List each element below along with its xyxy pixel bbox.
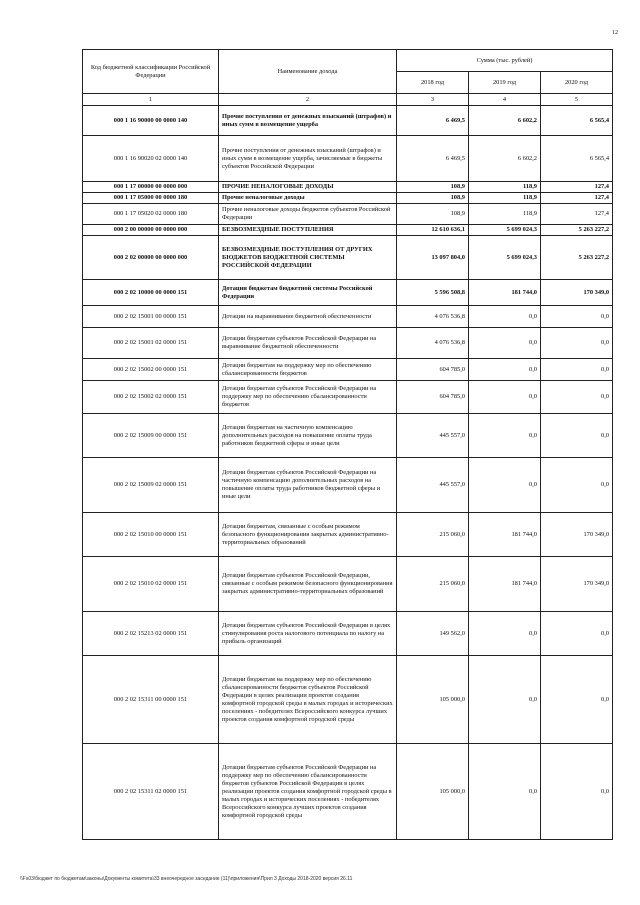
cell-2018: 149 562,0	[397, 612, 469, 656]
cell-2019: 6 602,2	[469, 106, 541, 136]
cell-code: 000 2 00 00000 00 0000 000	[83, 225, 219, 236]
cell-2018: 6 469,5	[397, 136, 469, 182]
cell-2020: 0,0	[541, 306, 613, 328]
cell-code: 000 1 17 05000 00 0000 180	[83, 193, 219, 204]
table-row	[83, 236, 613, 280]
table-row	[83, 182, 613, 193]
cell-2020: 0,0	[541, 612, 613, 656]
cell-2018: 445 557,0	[397, 458, 469, 513]
cell-2018: 215 060,0	[397, 557, 469, 612]
cell-2019: 118,9	[469, 193, 541, 204]
cell-2020: 6 565,4	[541, 106, 613, 136]
cell-2018: 215 060,0	[397, 513, 469, 557]
table-row	[83, 557, 613, 612]
cell-name: Дотации бюджетам бюджетной системы Российской Федерации	[219, 280, 397, 306]
cell-2019: 0,0	[469, 359, 541, 381]
table-row	[83, 513, 613, 557]
cell-name: Дотации бюджетам субъектов Российской Федерации на частичную компенсацию дополнительных расходов на повышение оплаты труда работников бюджетной сферы и иные цели	[219, 458, 397, 513]
cell-name: Прочие поступления от денежных взысканий (штрафов) и иных сумм в возмещение ущерба	[219, 106, 397, 136]
cell-name: Дотации бюджетам субъектов Российской Федерации на поддержку мер по обеспечению сбалансированности бюджетов	[219, 381, 397, 414]
cell-2018: 105 000,0	[397, 744, 469, 840]
table-row	[83, 656, 613, 744]
table-row	[83, 328, 613, 359]
cell-code: 000 2 02 10000 00 0000 151	[83, 280, 219, 306]
table-row	[83, 193, 613, 204]
cell-name: ПРОЧИЕ НЕНАЛОГОВЫЕ ДОХОДЫ	[219, 182, 397, 193]
cell-name: Дотации на выравнивание бюджетной обеспеченности	[219, 306, 397, 328]
cell-2019: 0,0	[469, 414, 541, 458]
table-row	[83, 204, 613, 225]
cell-name: Дотации бюджетам на поддержку мер по обеспечению сбалансированности бюджетов субъектов Российской Федерации в целях реализации проектов создания комфортной городской среды в малых городах и исторических поселениях - победителях Всероссийского конкурса лучших проектов создания комфортной городской среды	[219, 656, 397, 744]
cell-2019: 0,0	[469, 656, 541, 744]
income-table	[82, 49, 613, 840]
cell-name: Дотации бюджетам субъектов Российской Федерации на поддержку мер по обеспечению сбалансированности бюджетов субъектов Российской Федерации в целях реализации проектов создания комфортной городской среды в малых городах и исторических поселениях - победителях Всероссийского конкурса лучших проектов создания комфортной городской среды	[219, 744, 397, 840]
cell-2020: 0,0	[541, 328, 613, 359]
cell-name: Дотации бюджетам, связанные с особым режимом безопасного функционирования закрытых административно-территориальных образований	[219, 513, 397, 557]
cell-2019: 5 699 024,3	[469, 225, 541, 236]
header-name: Наименование дохода	[219, 50, 397, 94]
cell-2018: 108,9	[397, 182, 469, 193]
cell-2020: 5 263 227,2	[541, 236, 613, 280]
cell-2019: 5 699 024,3	[469, 236, 541, 280]
cell-code: 000 2 02 15311 02 0000 151	[83, 744, 219, 840]
cell-name: Прочие неналоговые доходы бюджетов субъектов Российской Федерации	[219, 204, 397, 225]
table-row	[83, 381, 613, 414]
cell-code: 000 2 02 15001 02 0000 151	[83, 328, 219, 359]
cell-code: 000 2 02 15009 02 0000 151	[83, 458, 219, 513]
cell-code: 000 2 02 15009 00 0000 151	[83, 414, 219, 458]
header-sum: Сумма (тыс. рублей)	[397, 50, 613, 72]
cell-code: 000 1 16 90000 00 0000 140	[83, 106, 219, 136]
cell-code: 000 2 02 15002 00 0000 151	[83, 359, 219, 381]
cell-2020: 0,0	[541, 656, 613, 744]
table-row	[83, 414, 613, 458]
cell-2019: 0,0	[469, 612, 541, 656]
table-row	[83, 225, 613, 236]
cell-2020: 5 263 227,2	[541, 225, 613, 236]
header-year-2018: 2018 год	[397, 72, 469, 94]
header-index-3: 3	[397, 94, 469, 106]
table-row	[83, 136, 613, 182]
cell-2019: 118,9	[469, 182, 541, 193]
table-row	[83, 359, 613, 381]
cell-2018: 604 785,0	[397, 359, 469, 381]
cell-name: Дотации бюджетам субъектов Российской Федерации, связанные с особым режимом безопасного функционирования закрытых административно-территориальных образований	[219, 557, 397, 612]
cell-2020: 170 349,0	[541, 280, 613, 306]
cell-code: 000 2 02 15213 02 0000 151	[83, 612, 219, 656]
cell-2018: 4 076 536,8	[397, 328, 469, 359]
cell-2019: 0,0	[469, 306, 541, 328]
cell-name: Дотации бюджетам субъектов Российской Федерации на выравнивание бюджетной обеспеченности	[219, 328, 397, 359]
cell-2018: 105 000,0	[397, 656, 469, 744]
cell-name: Прочие неналоговые доходы	[219, 193, 397, 204]
cell-2019: 0,0	[469, 458, 541, 513]
table-row	[83, 106, 613, 136]
cell-code: 000 2 02 15010 00 0000 151	[83, 513, 219, 557]
cell-2020: 127,4	[541, 193, 613, 204]
cell-2019: 0,0	[469, 328, 541, 359]
header-year-2020: 2020 год	[541, 72, 613, 94]
cell-code: 000 2 02 15002 02 0000 151	[83, 381, 219, 414]
header-index-5: 5	[541, 94, 613, 106]
table-row	[83, 280, 613, 306]
header-index-2: 2	[219, 94, 397, 106]
cell-2020: 0,0	[541, 414, 613, 458]
table-row	[83, 306, 613, 328]
cell-2018: 108,9	[397, 193, 469, 204]
page-number: 12	[612, 30, 618, 36]
table-row	[83, 458, 613, 513]
cell-2020: 170 349,0	[541, 557, 613, 612]
cell-code: 000 1 17 05020 02 0000 180	[83, 204, 219, 225]
cell-2019: 0,0	[469, 381, 541, 414]
table-row	[83, 744, 613, 840]
header-index-1: 1	[83, 94, 219, 106]
cell-code: 000 1 17 00000 00 0000 000	[83, 182, 219, 193]
file-path-footer: \\Fs03\бюджет по бюджетам\законы\Документы комитета\33 внеочередное заседание (11)\приложения\Прил 3 Доходы 2018-2020 версия 26.11	[20, 876, 353, 882]
cell-2020: 127,4	[541, 204, 613, 225]
cell-name: БЕЗВОЗМЕЗДНЫЕ ПОСТУПЛЕНИЯ ОТ ДРУГИХ БЮДЖЕТОВ БЮДЖЕТНОЙ СИСТЕМЫ РОССИЙСКОЙ ФЕДЕРАЦИИ	[219, 236, 397, 280]
cell-2018: 12 610 636,1	[397, 225, 469, 236]
cell-2019: 118,9	[469, 204, 541, 225]
cell-code: 000 2 02 15001 00 0000 151	[83, 306, 219, 328]
cell-2019: 6 602,2	[469, 136, 541, 182]
table-row	[83, 612, 613, 656]
cell-2018: 6 469,5	[397, 106, 469, 136]
cell-2019: 181 744,0	[469, 513, 541, 557]
cell-name: Дотации бюджетам на частичную компенсацию дополнительных расходов на повышение оплаты труда работников бюджетной сферы и иные цели	[219, 414, 397, 458]
cell-code: 000 2 02 15010 02 0000 151	[83, 557, 219, 612]
cell-2019: 0,0	[469, 744, 541, 840]
cell-name: Дотации бюджетам субъектов Российской Федерации в целях стимулирования роста налогового потенциала по налогу на прибыль организаций	[219, 612, 397, 656]
cell-2020: 170 349,0	[541, 513, 613, 557]
cell-name: Дотации бюджетам на поддержку мер по обеспечению сбалансированности бюджетов	[219, 359, 397, 381]
cell-code: 000 1 16 90020 02 0000 140	[83, 136, 219, 182]
cell-name: Прочие поступления от денежных взысканий (штрафов) и иных сумм в возмещение ущерба, зачисляемые в бюджеты субъектов Российской Федерации	[219, 136, 397, 182]
cell-2018: 13 097 804,0	[397, 236, 469, 280]
header-year-2019: 2019 год	[469, 72, 541, 94]
cell-2020: 6 565,4	[541, 136, 613, 182]
cell-2018: 604 785,0	[397, 381, 469, 414]
cell-2020: 0,0	[541, 744, 613, 840]
cell-2020: 0,0	[541, 458, 613, 513]
cell-2018: 5 596 508,8	[397, 280, 469, 306]
cell-2019: 181 744,0	[469, 280, 541, 306]
cell-code: 000 2 02 00000 00 0000 000	[83, 236, 219, 280]
cell-2018: 108,9	[397, 204, 469, 225]
cell-2018: 4 076 536,8	[397, 306, 469, 328]
cell-2020: 127,4	[541, 182, 613, 193]
table-body	[83, 106, 613, 840]
cell-2020: 0,0	[541, 381, 613, 414]
cell-2020: 0,0	[541, 359, 613, 381]
header-index-4: 4	[469, 94, 541, 106]
cell-name: БЕЗВОЗМЕЗДНЫЕ ПОСТУПЛЕНИЯ	[219, 225, 397, 236]
cell-code: 000 2 02 15311 00 0000 151	[83, 656, 219, 744]
cell-2018: 445 557,0	[397, 414, 469, 458]
header-code: Код бюджетной классификации Российской Федерации	[83, 50, 219, 94]
cell-2019: 181 744,0	[469, 557, 541, 612]
